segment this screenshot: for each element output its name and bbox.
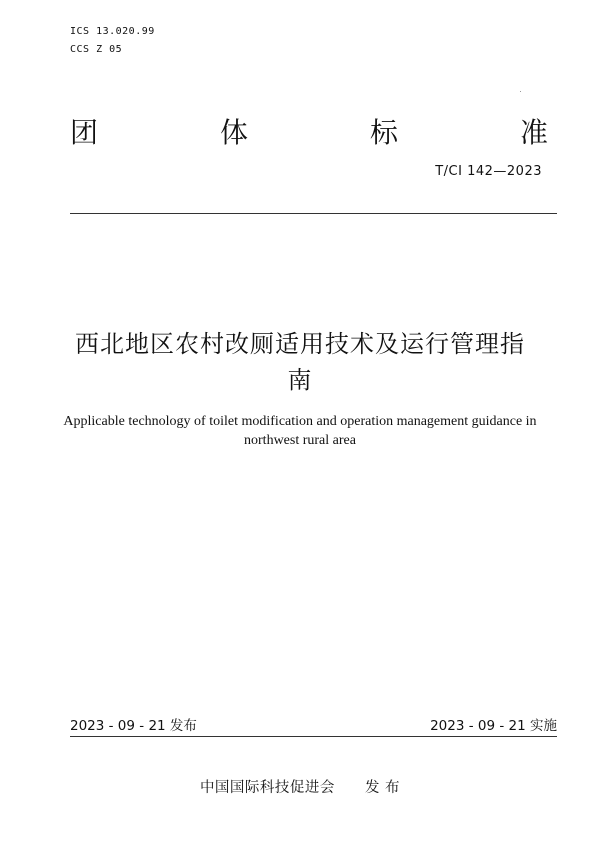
- publisher-action: 发 布: [364, 780, 401, 796]
- bottom-divider: [70, 736, 557, 737]
- heading-char: 标: [369, 116, 398, 149]
- title-cn-line: 南: [287, 366, 313, 394]
- ics-code: ICS 13.020.99: [70, 26, 155, 37]
- title-cn-line: 西北地区农村改厕适用技术及运行管理指: [75, 330, 525, 358]
- title-en-line: Applicable technology of toilet modification and operation management guidance in: [63, 414, 537, 429]
- scan-speck: [520, 91, 521, 92]
- ccs-code: CCS Z 05: [70, 44, 123, 55]
- heading-char: 团: [70, 116, 99, 149]
- heading-char: 体: [219, 116, 248, 149]
- standard-category-heading: [70, 113, 548, 153]
- publisher-line: [0, 776, 600, 797]
- implementation-date: 2023 - 09 - 21 实施: [430, 718, 557, 734]
- standard-number: T/CI 142—2023: [435, 164, 542, 179]
- document-title-cn: [60, 326, 540, 398]
- top-divider: [70, 213, 557, 214]
- issue-date: 2023 - 09 - 21 发布: [70, 718, 197, 734]
- publisher-name: 中国国际科技促进会: [199, 780, 335, 796]
- document-title-en: [60, 412, 540, 450]
- title-en-line: northwest rural area: [244, 433, 356, 448]
- heading-char: 准: [519, 116, 548, 149]
